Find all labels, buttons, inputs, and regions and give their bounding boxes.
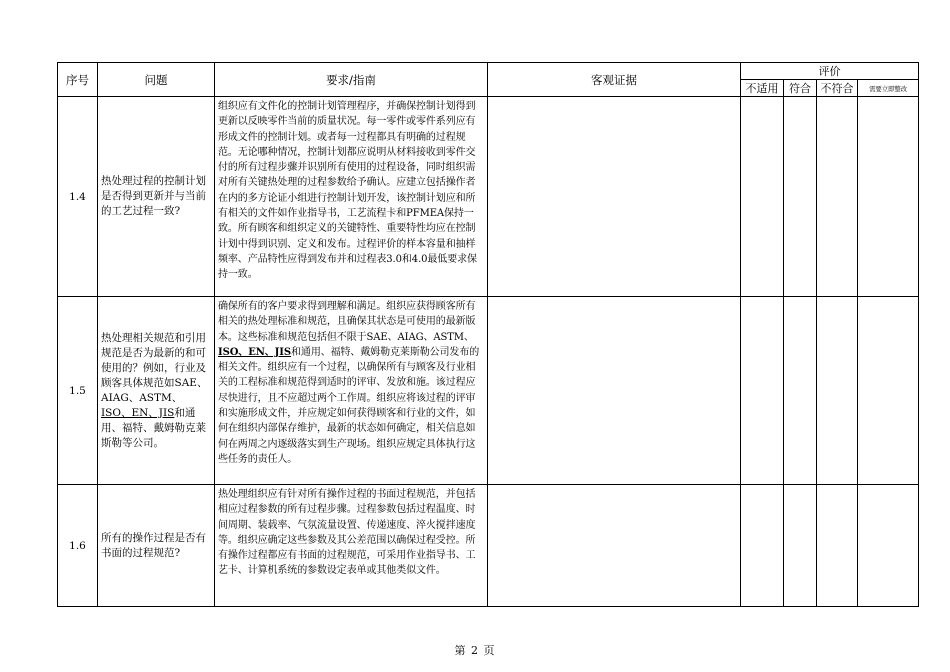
conform-cell[interactable] (784, 97, 817, 297)
header-immediate-fix: 需要立即整改 (858, 80, 919, 97)
nonconform-cell[interactable] (817, 485, 858, 607)
row-number: 1.5 (58, 297, 98, 485)
header-evaluation: 评价 (741, 63, 919, 80)
na-cell[interactable] (741, 297, 784, 485)
na-cell[interactable] (741, 485, 784, 607)
row-requirement: 热处理组织应有针对所有操作过程的书面过程规范，并包括相应过程参数的所有过程步骤。过程参数包括过程温度、时间周期、装载率、气氛流量设置、传递速度、淬火搅拌速度等。组织应确定这些参数及其公差范围以确保过程受控。所有操作过程都应有书面的过程规范，可采用作业指导书、工艺卡、计算机系统的参数设定表单或其他类似文件。 (215, 485, 488, 607)
row-number: 1.6 (58, 485, 98, 607)
immediate-cell[interactable] (858, 485, 919, 607)
nonconform-cell[interactable] (817, 297, 858, 485)
row-question (98, 297, 215, 485)
question-text-end: 和通用、福特、戴姆勒克莱斯勒等公司。 (101, 406, 206, 449)
question-standards: ISO、EN、JIS (101, 406, 175, 419)
header-nonconform: 不符合 (817, 80, 858, 97)
requirement-text: 确保所有的客户要求得到理解和满足。组织应获得顾客所有相关的热处理标准和规范，且确保其状态是可使用的最新版本。这些标准和规范包括但不限于SAE、AIAG、ASTM、 (218, 301, 476, 343)
row-number: 1.4 (58, 97, 98, 297)
header-question: 问题 (98, 63, 215, 97)
row-requirement: 组织应有文件化的控制计划管理程序，并确保控制计划得到更新以反映零件当前的质量状况。每一零件或零件系列应有形成文件的控制计划。或者每一过程都具有明确的过程规范。无论哪种情况，控制计划都应说明从材料接收到零件交付的所有过程步骤并识别所有使用的过程设备，同时组织需对所有关键热处理的过程参数给予确认。应建立包括操作者在内的多方论证小组进行控制计划开发，该控制计划应和所有相关的文件如作业指导书，工艺流程卡和PFMEA保持一致。所有顾客和组织定义的关键特性、重要特性均应在控制计划中得到识别、定义和发布。过程评价的样本容量和抽样频率、产品特性应得到发布并和过程表3.0和4.0最低要求保持一致。 (215, 97, 488, 297)
immediate-cell[interactable] (858, 297, 919, 485)
nonconform-cell[interactable] (817, 97, 858, 297)
evidence-cell[interactable] (488, 97, 741, 297)
header-not-applicable: 不适用 (741, 80, 784, 97)
conform-cell[interactable] (784, 485, 817, 607)
page-number: 第 2 页 (454, 644, 496, 657)
header-conform: 符合 (784, 80, 817, 97)
immediate-cell[interactable] (858, 97, 919, 297)
header-seq: 序号 (58, 63, 98, 97)
row-requirement (215, 297, 488, 485)
requirement-standards: ISO、EN、JIS (218, 346, 292, 358)
table-row (58, 97, 919, 297)
header-requirement: 要求/指南 (215, 63, 488, 97)
evidence-cell[interactable] (488, 485, 741, 607)
conform-cell[interactable] (784, 297, 817, 485)
row-question: 所有的操作过程是否有书面的过程规范? (98, 485, 215, 607)
evidence-cell[interactable] (488, 297, 741, 485)
requirement-text-end: 和通用、福特、戴姆勒克莱斯勒公司发布的相关文件。组织应有一个过程，以确保所有与顾客及行业相关的工程标准和规范得到适时的评审、发放和施。该过程应尽快进行，且不应超过两个工作周。组织应将该过程的评审和实施形成文件，并应规定如何获得顾客和行业的文件，如何在组织内部保存维护，最新的状态如何确定，相关信息如何在两周之内逐级落实到生产现场。组织应规定具体执行这些任务的责任人。 (218, 346, 480, 465)
table-row (58, 297, 919, 485)
question-text: 热处理相关规范和引用规范是否为最新的和可使用的？例如，行业及顾客具体规范如SAE、AIAG、ASTM、 (101, 331, 208, 404)
row-question: 热处理过程的控制计划是否得到更新并与当前的工艺过程一致? (98, 97, 215, 297)
na-cell[interactable] (741, 97, 784, 297)
audit-checklist-table (57, 62, 919, 607)
header-evidence: 客观证据 (488, 63, 741, 97)
table-row (58, 485, 919, 607)
